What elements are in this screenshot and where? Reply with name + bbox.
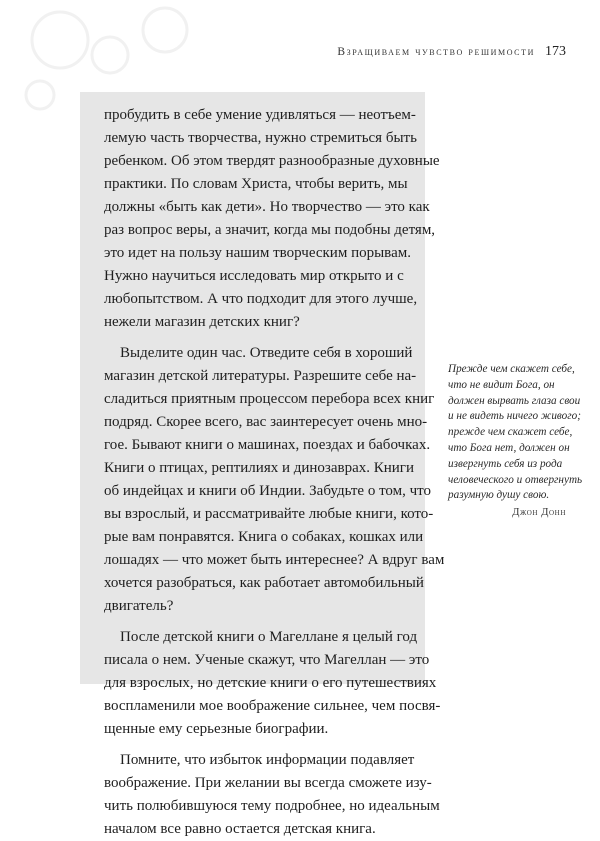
text-line: это идет на пользу нашим творческим порывам. — [104, 245, 411, 261]
text-line: раз вопрос веры, а значит, когда мы подобны детям, — [104, 222, 436, 238]
text-line: хочется разобраться, как работает автомобильный — [104, 575, 424, 591]
quote-line: прежде чем скажет себе, — [448, 426, 573, 439]
text-line: об индейцах и книги об Индии. Забудьте о том, что — [104, 483, 432, 499]
paragraph-3 — [104, 626, 441, 741]
text-line: для взрослых, но детские книги о его путешествиях — [104, 675, 437, 691]
paragraph-1 — [104, 104, 440, 334]
text-line: началом все равно остается детская книга. — [104, 821, 376, 837]
text-line: должны «быть как дети». Но творчество — это как — [104, 199, 430, 215]
text-line: практики. По словам Христа, чтобы верить, мы — [104, 176, 408, 192]
paragraph-2 — [104, 342, 445, 618]
text-line: Нужно научиться исследовать мир открыто и с — [104, 268, 404, 284]
text-line: Книги о птицах, рептилиях и динозаврах. Книги — [104, 460, 414, 476]
text-line: щенные ему серьезные биографии. — [104, 721, 329, 737]
quote-line: и не видеть ничего живого; — [448, 410, 581, 423]
quote-line: человеческого и отвергнуть — [448, 473, 583, 486]
text-line: пробудить в себе умение удивляться — неотъем- — [104, 107, 416, 123]
text-line: писала о нем. Ученые скажут, что Магеллан — это — [104, 652, 430, 668]
quote-line: что Бога нет, должен он — [448, 441, 570, 454]
text-line: После детской книги о Магеллане я целый год — [120, 629, 418, 645]
text-line: лемую часть творчества, нужно стремиться быть — [104, 130, 417, 146]
quote-text — [448, 362, 598, 504]
text-line: подряд. Скорее всего, вас заинтересует очень мно- — [104, 414, 428, 430]
epigraph-quote — [448, 362, 598, 518]
text-line: воспламенили мое воображение сильнее, чем посвя- — [104, 698, 441, 714]
shaded-text-block — [80, 92, 445, 837]
quote-line: извергнуть себя из рода — [448, 457, 563, 470]
text-line: двигатель? — [104, 598, 174, 614]
text-line: любопытством. А что подходит для этого лучше, — [104, 291, 418, 307]
text-line: сладиться приятным процессом перебора всех книг — [104, 391, 435, 407]
running-header — [337, 44, 566, 60]
text-line: лошадях — что может быть интереснее? А вдруг вам — [104, 552, 445, 568]
text-line: магазин детской литературы. Разрешите себе на- — [104, 368, 417, 384]
text-line: ребенком. Об этом твердят разнообразные духовные — [104, 153, 440, 169]
text-line: вы взрослый, и рассматривайте любые книги, кото- — [104, 506, 434, 522]
paragraph-4 — [104, 749, 440, 841]
quote-line: что не видит Бога, он — [448, 378, 555, 391]
text-line: чить полюбившуюся тему подробнее, но идеальным — [104, 798, 440, 814]
text-line: Помните, что избыток информации подавляет — [120, 752, 415, 768]
quote-attribution: Джон Донн — [512, 507, 566, 519]
quote-line: Прежде чем скажет себе, — [448, 363, 575, 375]
text-line: нежели магазин детских книг? — [104, 314, 300, 330]
page-number: 173 — [545, 44, 566, 59]
text-line: гое. Бывают книги о машинах, поездах и бабочках. — [104, 437, 431, 453]
quote-line: разумную душу свою. — [448, 489, 550, 502]
quote-line: должен вырвать глаза свои — [448, 394, 581, 407]
running-title: Взращиваем чувство решимости — [337, 46, 535, 58]
text-line: рые вам понравятся. Книга о собаках, кошках или — [104, 529, 424, 545]
text-line: воображение. При желании вы всегда сможете изу- — [104, 775, 432, 791]
text-line: Выделите один час. Отведите себя в хороший — [120, 345, 413, 361]
